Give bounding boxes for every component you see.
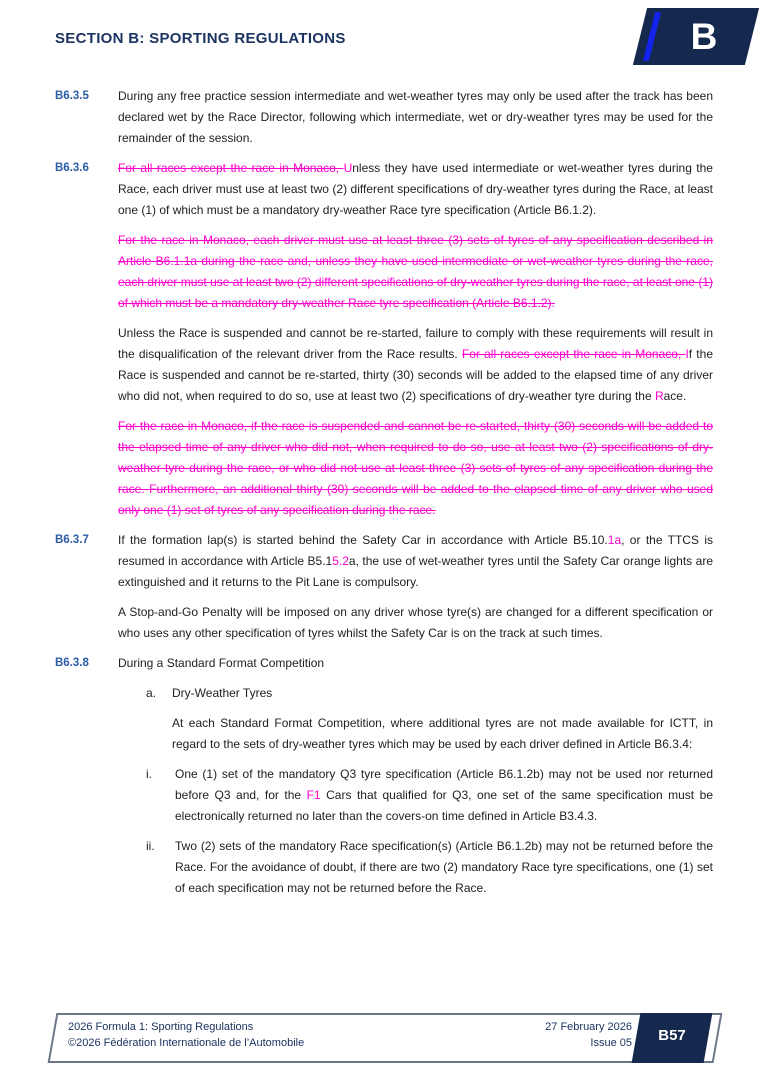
inserted-text: U xyxy=(343,161,353,175)
paragraph-block xyxy=(55,86,713,149)
body-text: Cars that qualified for Q3, one set of the same specification must be electronically returned no later than the covers-on time defined in Article B3.4.3. xyxy=(175,788,713,823)
footer-issue: Issue 05 xyxy=(590,1037,632,1049)
section-badge-letter: B xyxy=(690,16,718,57)
inserted-text: R xyxy=(654,389,664,403)
body-text: , or the TTCS is resumed in accordance with Article B5.1 xyxy=(118,533,713,568)
inserted-text: I xyxy=(685,347,689,361)
body-text: ace. xyxy=(663,389,687,403)
deleted-text: For the race in Monaco, if the race is suspended and cannot be re-started, thirty (30) seconds will be added to the elapsed time of any driver who did not, when required to do so, use at least two (2) specifications of dry-weather tyre during the race, or who did not use at least three (3) sets of tyres of any specification during the race. Furthermore, an additional thirty (30) seconds will be added to the elapsed time of any driver who used only one (1) set of tyres of any specification during the race. xyxy=(118,419,713,517)
body-text: If the formation lap(s) is started behind the Safety Car in accordance with Article B5.10. xyxy=(118,533,608,547)
paragraph-block xyxy=(55,683,713,704)
deleted-text: For all races except the race in Monaco, xyxy=(461,347,686,361)
article-number: B6.3.8 xyxy=(55,657,89,669)
body-text: A Stop-and-Go Penalty will be imposed on any driver whose tyre(s) are changed for a different specification or who uses any other specification of tyres whilst the Safety Car is on the track at such times. xyxy=(118,605,713,640)
list-marker: a. xyxy=(146,686,157,700)
inserted-text: 5.2 xyxy=(332,554,349,568)
article-number: B6.3.5 xyxy=(55,90,89,102)
deleted-text: For the race in Monaco, each driver must use at least three (3) sets of tyres of any specification described in Article B6.1.1a during the race and, unless they have used intermediate or wet-weather tyres during the race, each driver must use at least two (2) different specifications of dry-weather tyres during the race, at least one (1) of which must be a mandatory dry-weather Race tyre specification (Article B6.1.2). xyxy=(118,233,713,310)
body-text: During any free practice session intermediate and wet-weather tyres may only be used after the track has been declared wet by the Race Director, following which intermediate, wet or dry-weather tyres may be used for the remainder of the session. xyxy=(118,89,713,145)
body-text: nless they have used intermediate or wet-weather tyres during the Race, each driver must use at least two (2) different specifications of dry-weather tyres during the Race, at least one (1) of which must be a mandatory dry-weather Race tyre specification (Article B6.1.2). xyxy=(118,161,713,217)
paragraph-block xyxy=(55,653,713,674)
footer-right xyxy=(440,1019,632,1051)
body-text: f the Race is suspended and cannot be re-started, thirty (30) seconds will be added to the elapsed time of any driver who did not, when required to do so, use at least two (2) specifications of dry-weather tyre during the xyxy=(118,347,713,403)
body-text: a, the use of wet-weather tyres until the Safety Car orange lights are extinguished and it returns to the Pit Lane is compulsory. xyxy=(118,554,713,589)
body-text: Dry-Weather Tyres xyxy=(172,686,273,700)
paragraph-block xyxy=(55,323,713,407)
inserted-text: 1a xyxy=(607,533,622,547)
list-marker: ii. xyxy=(146,839,155,853)
body-text: Two (2) sets of the mandatory Race specification(s) (Article B6.1.2b) may not be returned before the Race. For the avoidance of doubt, if there are two (2) mandatory Race tyre specifications, one (1) set of each specification may not be returned before the Race. xyxy=(175,839,713,895)
paragraph-block xyxy=(55,416,713,521)
footer-left xyxy=(68,1019,428,1051)
footer-date: 27 February 2026 xyxy=(545,1021,632,1033)
body-text: Unless the Race is suspended and cannot be re-started, failure to comply with these requirements will result in the disqualification of the relevant driver from the Race results. xyxy=(118,326,713,361)
paragraph-block xyxy=(55,230,713,314)
article-number: B6.3.6 xyxy=(55,162,89,174)
list-marker: i. xyxy=(146,767,152,781)
document-body xyxy=(55,86,713,908)
page-title: SECTION B: SPORTING REGULATIONS xyxy=(55,30,346,47)
deleted-text: For all races except the race in Monaco, xyxy=(118,161,344,175)
paragraph-block xyxy=(55,764,713,827)
body-text: One (1) set of the mandatory Q3 tyre specification (Article B6.1.2b) may not be used nor returned before Q3 and, for the xyxy=(175,767,713,802)
body-text: At each Standard Format Competition, where additional tyres are not made available for ICTT, in regard to the sets of dry-weather tyres which may be used by each driver defined in Article B6.3.4: xyxy=(172,716,713,751)
paragraph-block xyxy=(55,602,713,644)
paragraph-block xyxy=(55,836,713,899)
paragraph-block xyxy=(55,713,713,755)
inserted-text: F1 xyxy=(306,788,321,802)
paragraph-block xyxy=(55,530,713,593)
page-number: B57 xyxy=(658,1027,686,1044)
footer-copyright-line: ©2026 Fédération Internationale de l’Automobile xyxy=(68,1037,305,1049)
footer-publication-line: 2026 Formula 1: Sporting Regulations xyxy=(68,1021,254,1033)
paragraph-block xyxy=(55,158,713,221)
body-text: During a Standard Format Competition xyxy=(118,656,325,670)
article-number: B6.3.7 xyxy=(55,534,89,546)
